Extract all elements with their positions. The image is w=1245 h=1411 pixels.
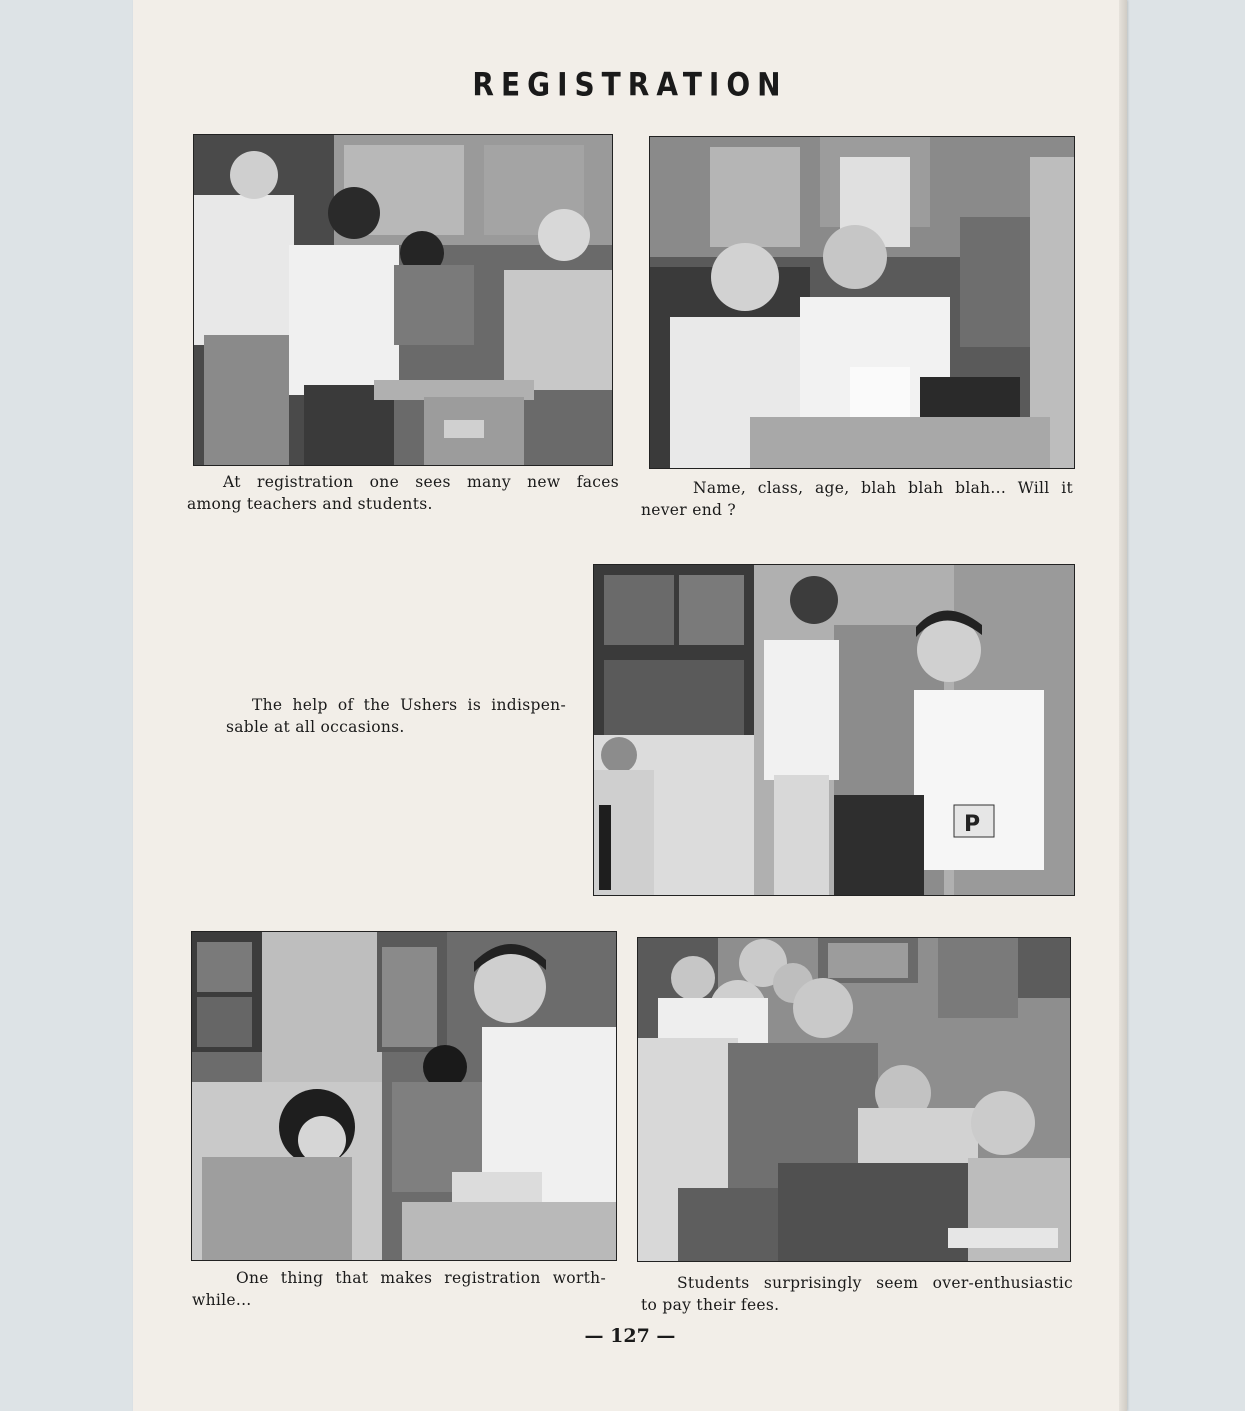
photo-teachers-filling-forms (649, 136, 1075, 469)
caption-4-line-2: while... (192, 1291, 252, 1309)
page-edge-shadow (1119, 0, 1127, 1411)
photo-ushers (593, 564, 1075, 896)
photo-registration-worthwhile (191, 931, 617, 1261)
caption-4 (192, 1267, 606, 1311)
page-title: REGISTRATION (472, 65, 788, 104)
caption-5-line-1: Students surprisingly seem over-enthusiastic (677, 1274, 1073, 1292)
photo-students-pay-fees (637, 937, 1071, 1262)
caption-2 (641, 477, 1073, 521)
caption-2-line-1: Name, class, age, blah blah blah... Will it (693, 479, 1073, 497)
photo-registration-desk (193, 134, 613, 466)
caption-2-line-2: never end ? (641, 501, 737, 519)
caption-4-line-1: One thing that makes registration worth- (236, 1269, 606, 1287)
photo-teachers-filling-forms-image (650, 137, 1074, 468)
caption-1-line-1: At registration one sees many new faces (223, 473, 619, 491)
caption-5-line-2: to pay their fees. (641, 1296, 780, 1314)
caption-3 (226, 694, 566, 738)
caption-3-line-1: The help of the Ushers is indispen- (252, 696, 566, 714)
photo-registration-worthwhile-image (192, 932, 616, 1260)
caption-1 (187, 471, 619, 515)
photo-students-pay-fees-image (638, 938, 1070, 1261)
caption-5 (641, 1272, 1073, 1316)
caption-3-line-2: sable at all occasions. (226, 718, 405, 736)
caption-1-line-2: among teachers and students. (187, 495, 433, 513)
page-number: — 127 — (584, 1325, 676, 1347)
photo-ushers-image (594, 565, 1074, 895)
photo-registration-desk-image (194, 135, 612, 465)
usher-armband-sign: P (964, 812, 981, 837)
